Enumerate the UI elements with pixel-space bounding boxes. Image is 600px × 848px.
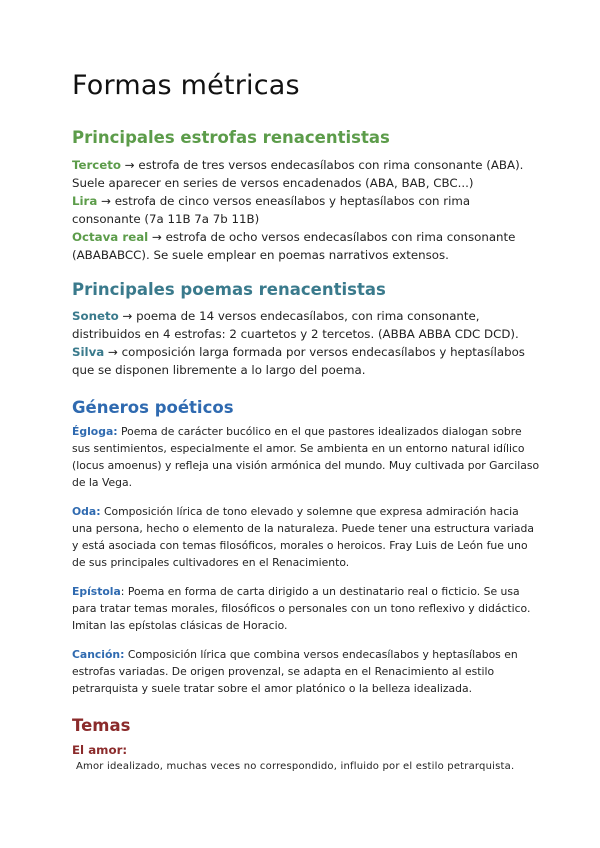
- genero-term: Canción:: [72, 648, 125, 661]
- poema-term: Soneto: [72, 309, 119, 323]
- estrofa-item-lira: [72, 192, 542, 228]
- temas-heading: Temas: [72, 716, 131, 735]
- genero-text: Composición lírica de tono elevado y solemne que expresa admiración hacia una persona, hecho o elemento de la naturaleza. Puede tener una estructura variada y está asociada con temas filosóficos, morales o heroicos. Fray Luis de León fue uno de sus principales cultivadores en el Renacimiento.: [72, 505, 534, 569]
- estrofa-item-octava-real: [72, 228, 542, 264]
- poema-text: → composición larga formada por versos endecasílabos y heptasílabos que se disponen libremente a lo largo del poema.: [72, 345, 525, 377]
- tema-subheading: El amor:: [72, 743, 128, 757]
- estrofas-list: [72, 156, 542, 264]
- genero-term: Epístola: [72, 585, 121, 598]
- poema-term: Silva: [72, 345, 105, 359]
- poemas-heading: Principales poemas renacentistas: [72, 280, 386, 299]
- poemas-list: [72, 307, 542, 379]
- genero-item-oda: [72, 503, 542, 571]
- genero-item-egloga: [72, 423, 542, 491]
- estrofa-item-terceto: [72, 156, 542, 192]
- estrofa-text: → estrofa de ocho versos endecasílabos con rima consonante (ABABABCC). Se suele emplear en poemas narrativos extensos.: [72, 230, 516, 262]
- genero-term: Égloga:: [72, 425, 118, 438]
- genero-text: Composición lírica que combina versos endecasílabos y heptasílabos en estrofas variadas. De origen provenzal, se adapta en el Renacimiento al estilo petrarquista y suele tratar sobre el amor platónico o la belleza idealizada.: [72, 648, 518, 695]
- genero-text: Poema de carácter bucólico en el que pastores idealizados dialogan sobre sus sentimientos, especialmente el amor. Se ambienta en un entorno natural idílico (locus amoenus) y refleja una visión armónica del mundo. Muy cultivada por Garcilaso de la Vega.: [72, 425, 540, 489]
- genero-term: Oda:: [72, 505, 101, 518]
- estrofas-heading: Principales estrofas renacentistas: [72, 128, 390, 147]
- genero-item-cancion: [72, 646, 542, 697]
- estrofa-term: Octava real: [72, 230, 149, 244]
- estrofa-term: Terceto: [72, 158, 122, 172]
- genero-item-epistola: [72, 583, 542, 634]
- genero-text: : Poema en forma de carta dirigido a un destinatario real o ficticio. Se usa para tratar temas morales, filosóficos o personales con un tono reflexivo y didáctico. Imitan las epístolas clásicas de Horacio.: [72, 585, 531, 632]
- page-title: Formas métricas: [72, 70, 300, 101]
- estrofa-term: Lira: [72, 194, 98, 208]
- estrofa-text: → estrofa de tres versos endecasílabos con rima consonante (ABA). Suele aparecer en series de versos encadenados (ABA, BAB, CBC...): [72, 158, 524, 190]
- poema-item-silva: [72, 343, 542, 379]
- poema-item-soneto: [72, 307, 542, 343]
- tema-text: Amor idealizado, muchas veces no correspondido, influido por el estilo petrarquista.: [76, 761, 515, 772]
- estrofa-text: → estrofa de cinco versos eneasílabos y heptasílabos con rima consonante (7a 11B 7a 7b 11B): [72, 194, 471, 226]
- poema-text: → poema de 14 versos endecasílabos, con rima consonante, distribuidos en 4 estrofas: 2 cuartetos y 2 tercetos. (ABBA ABBA CDC DCD).: [72, 309, 519, 341]
- generos-heading: Géneros poéticos: [72, 398, 234, 417]
